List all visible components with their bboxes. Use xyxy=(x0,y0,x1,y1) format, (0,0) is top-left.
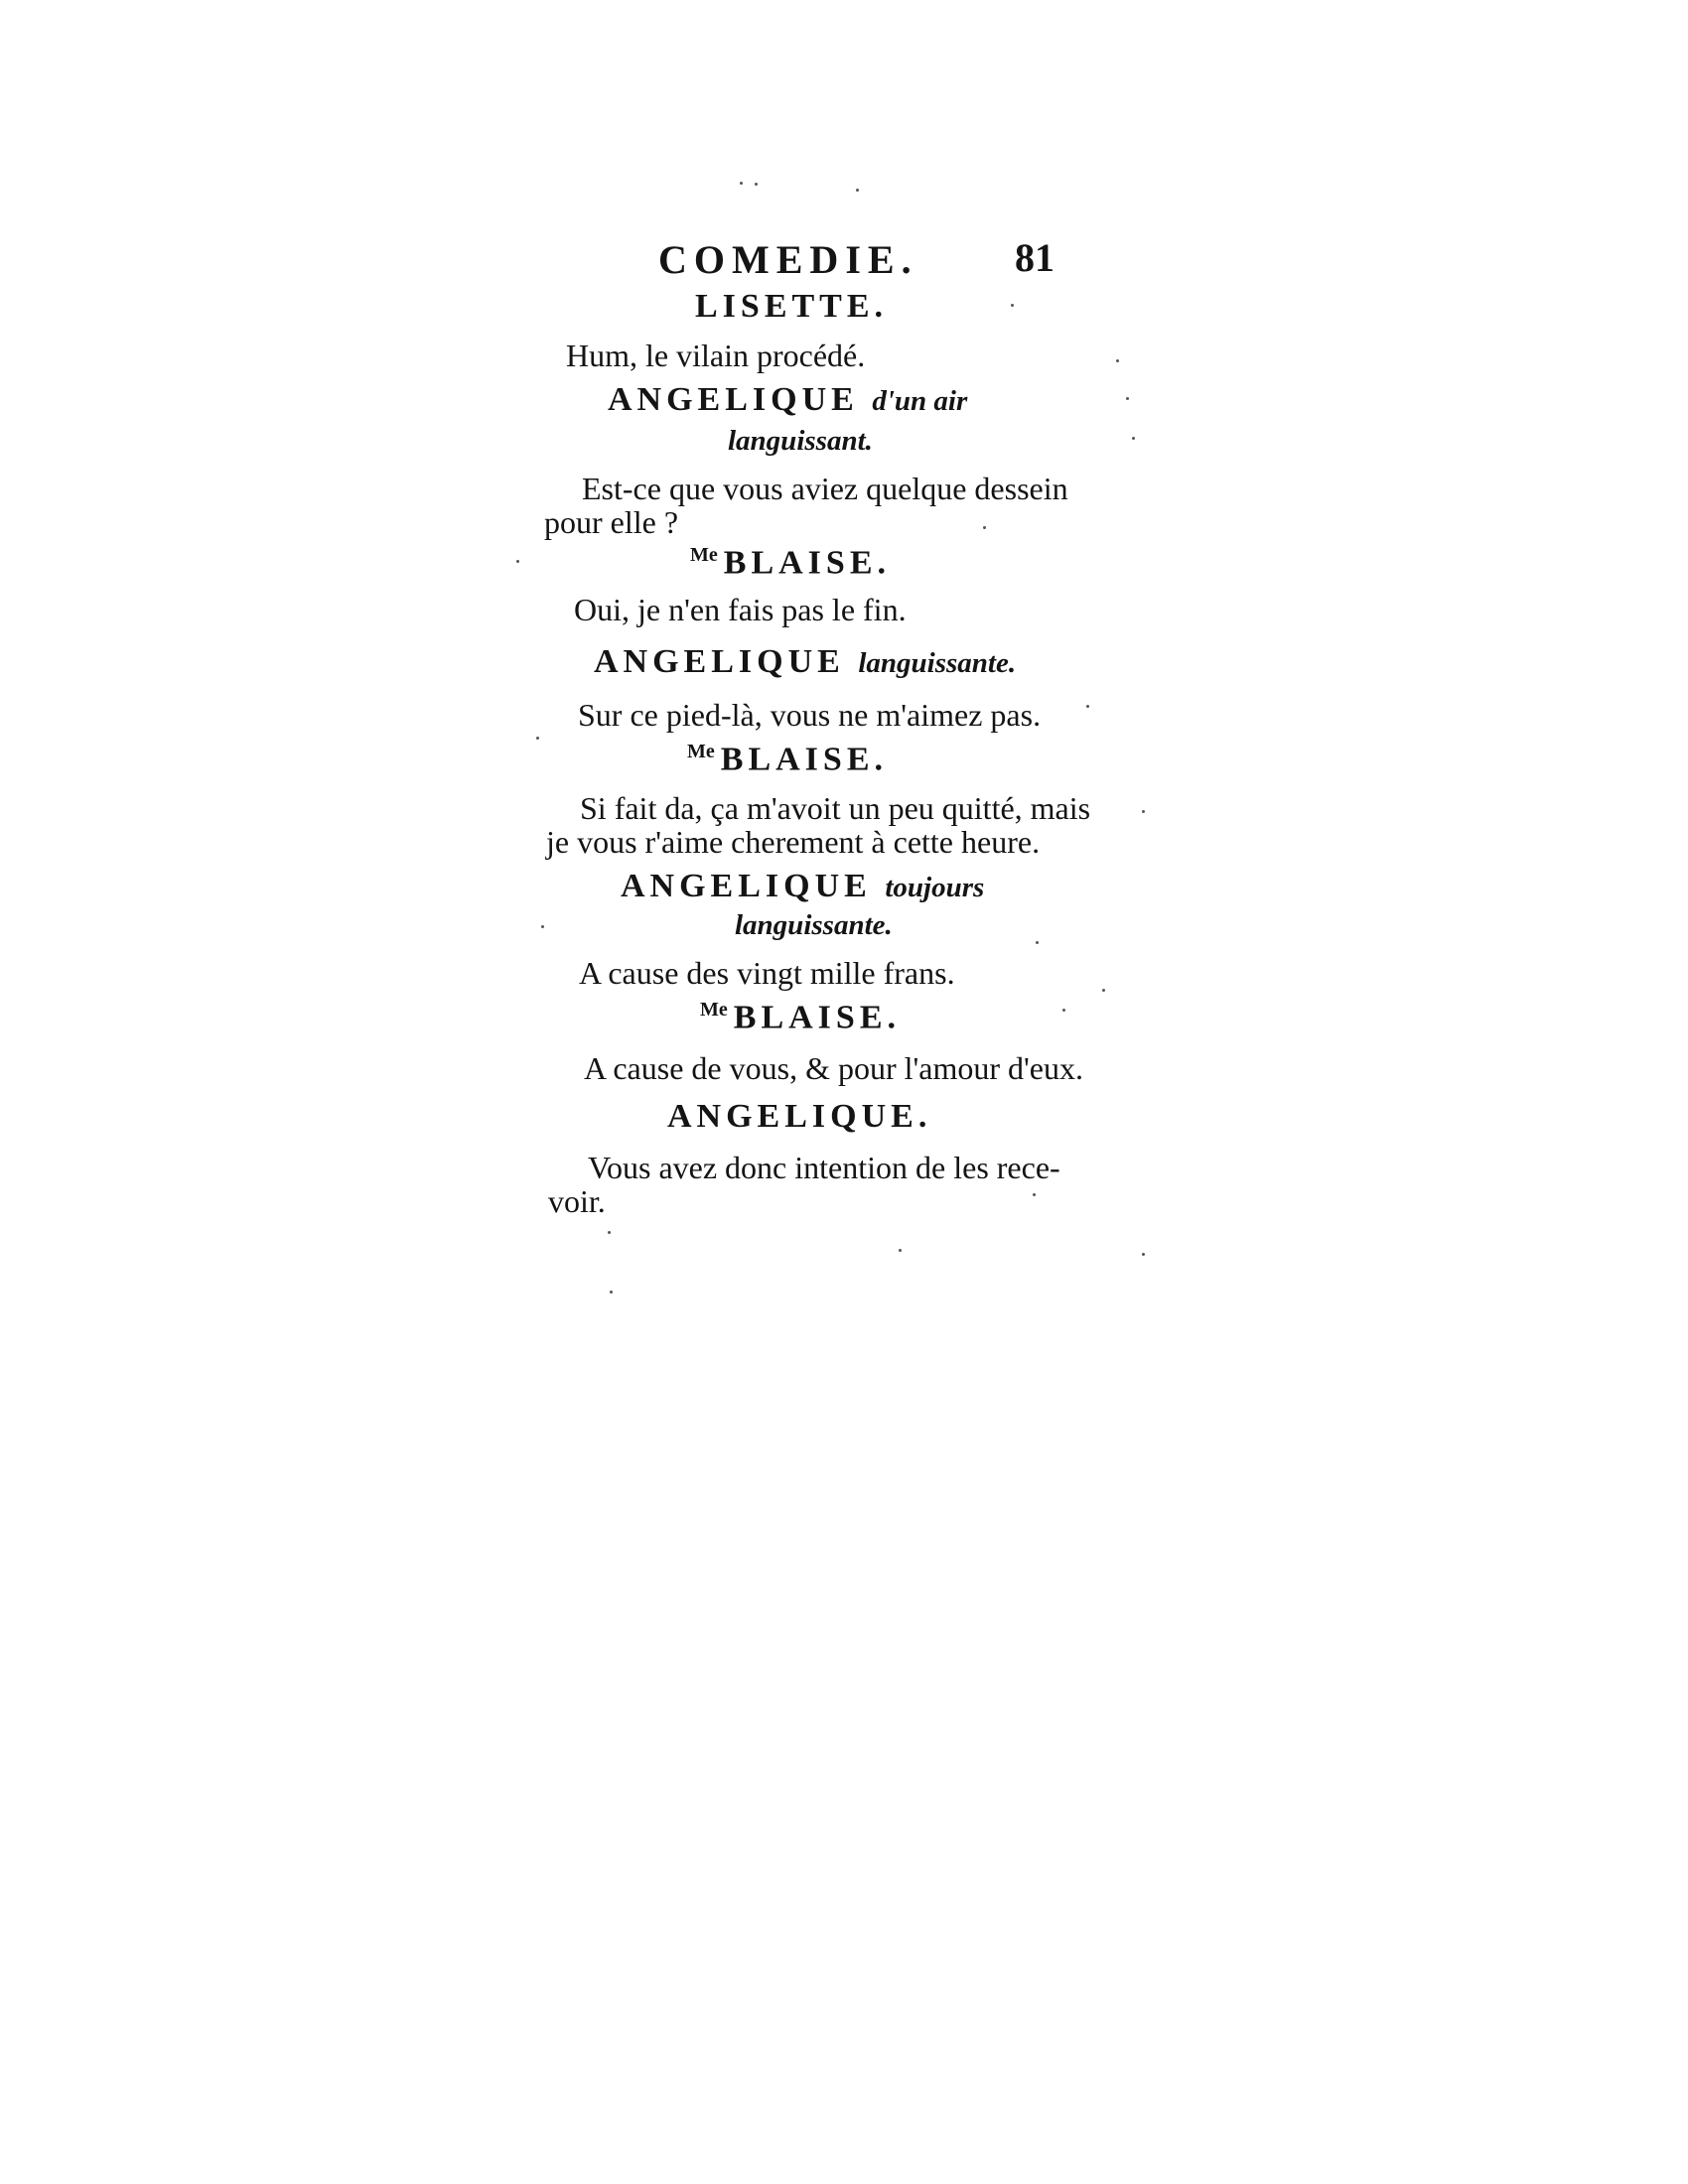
stage-direction: d'un air xyxy=(872,385,968,417)
speaker-name: ANGELIQUE xyxy=(608,381,859,418)
dialogue-line: Sur ce pied-là, vous ne m'aimez pas. xyxy=(578,697,1042,733)
speaker-prefix: Me xyxy=(700,999,728,1021)
speaker-name: ANGELIQUE xyxy=(594,643,845,680)
scan-speck xyxy=(755,183,758,186)
stage-direction: languissante. xyxy=(735,909,893,941)
speaker-heading xyxy=(608,381,967,419)
scan-speck xyxy=(1126,397,1129,400)
dialogue-line: Si fait da, ça m'avoit un peu quitté, mais xyxy=(580,790,1091,826)
speaker-name: ANGELIQUE xyxy=(621,868,872,904)
scan-speck xyxy=(1011,304,1014,307)
dialogue-line: Vous avez donc intention de les rece- xyxy=(588,1150,1060,1185)
speaker-prefix: Me xyxy=(687,741,715,762)
scan-speck xyxy=(1116,359,1119,362)
speaker-name: BLAISE. xyxy=(733,999,901,1036)
dialogue-line: voir. xyxy=(548,1183,606,1219)
scan-speck xyxy=(541,925,544,928)
speaker-heading xyxy=(700,999,901,1036)
scan-speck xyxy=(899,1249,902,1252)
speaker-heading xyxy=(667,1098,931,1136)
scan-speck xyxy=(610,1291,613,1294)
dialogue-line: Oui, je n'en fais pas le fin. xyxy=(574,592,907,627)
speaker-name: LISETTE. xyxy=(695,288,889,325)
scan-speck xyxy=(516,560,519,563)
speaker-heading xyxy=(594,643,1016,681)
stage-direction: languissante. xyxy=(858,647,1017,679)
scan-speck xyxy=(1062,1009,1065,1012)
speaker-heading xyxy=(621,868,984,905)
dialogue-line: je vous r'aime cherement à cette heure. xyxy=(546,824,1041,860)
speaker-prefix: Me xyxy=(690,544,718,566)
page-number: 81 xyxy=(1015,235,1055,280)
speaker-name: BLAISE. xyxy=(720,741,888,778)
scan-speck xyxy=(983,526,986,529)
speaker-heading xyxy=(695,288,888,326)
scan-speck xyxy=(1102,989,1105,992)
dialogue-line: A cause de vous, & pour l'amour d'eux. xyxy=(584,1050,1083,1086)
speaker-name: ANGELIQUE. xyxy=(667,1098,932,1135)
scan-speck xyxy=(1033,1193,1036,1196)
scan-speck xyxy=(608,1231,611,1234)
speaker-heading xyxy=(687,741,888,778)
scan-speck xyxy=(740,182,743,185)
speaker-heading xyxy=(690,544,891,582)
scan-speck xyxy=(1036,941,1039,944)
scan-speck xyxy=(1142,1253,1145,1256)
scan-speck xyxy=(856,189,859,192)
stage-direction: languissant. xyxy=(728,425,873,457)
running-head-title: COMEDIE. xyxy=(658,237,918,282)
scan-speck xyxy=(1086,705,1089,708)
scan-speck xyxy=(536,737,539,740)
dialogue-line: Hum, le vilain procédé. xyxy=(566,338,866,373)
stage-direction: toujours xyxy=(885,872,985,903)
dialogue-line: pour elle ? xyxy=(544,504,679,540)
scan-speck xyxy=(1142,810,1145,813)
scan-speck xyxy=(1132,437,1135,440)
speaker-name: BLAISE. xyxy=(723,544,891,582)
dialogue-line: A cause des vingt mille frans. xyxy=(579,955,955,991)
dialogue-line: Est-ce que vous aviez quelque dessein xyxy=(582,471,1068,506)
